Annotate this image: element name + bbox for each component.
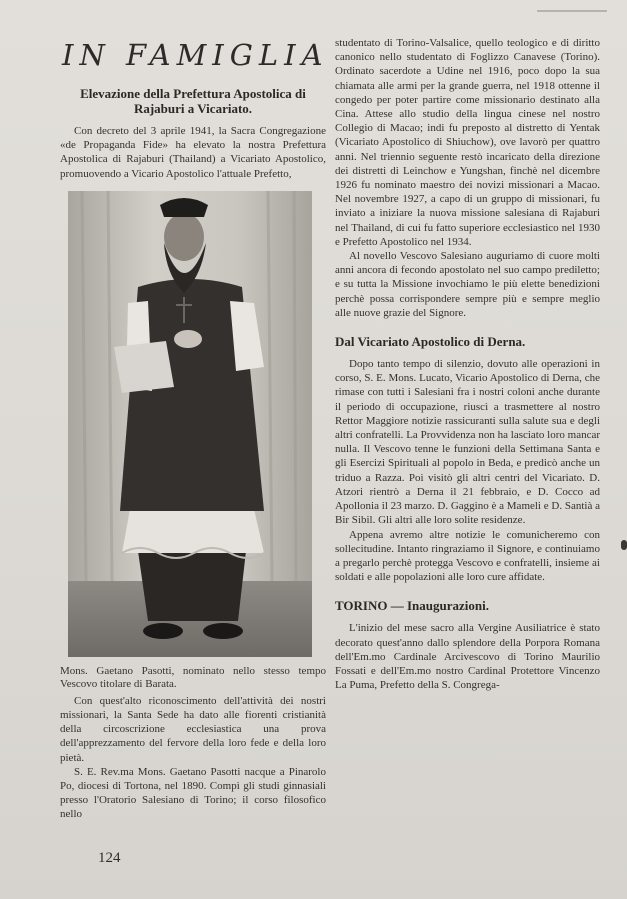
article-title: Dal Vicariato Apostolico di Derna. bbox=[335, 334, 526, 350]
left-column bbox=[60, 30, 329, 822]
scan-mark bbox=[621, 540, 627, 550]
photo-caption: Mons. Gaetano Pasotti, nominato nello stesso tempo Vescovo titolare di Barata. bbox=[60, 664, 326, 691]
article-paragraph: Con quest'alto riconoscimento dell'attività dei nostri missionari, la Santa Sede ha dato alle fiorenti cristianità della circoscrizione ecclesiastica una prova dell'apprezzamento del fervore della loro fede e della loro pietà. bbox=[60, 694, 326, 764]
article-paragraph: L'inizio del mese sacro alla Vergine Ausiliatrice è stato decorato quest'anno dallo splendore della Porpora Romana dell'Em.mo Cardinale Arcivescovo di Torino Maurilio Fossati e dell'Em.mo nostro Cardinal Protettore Vincenzo La Puma, Prefetto della S. Congrega- bbox=[335, 622, 600, 692]
bishop-photo bbox=[68, 191, 312, 657]
article-paragraph: Con decreto del 3 aprile 1941, la Sacra Congregazione «de Propaganda Fide» ha elevato la nostra Prefettura Apostolica di Rajaburi (Thailand) a Vicariato Apostolico, promuovendo a Vicario Apostolico l'attuale Prefetto, bbox=[60, 125, 326, 180]
article-paragraph: S. E. Rev.ma Mons. Gaetano Pasotti nacque a Pinarolo Po, diocesi di Tortona, nel 1890. Compì gli studi ginnasiali presso l'Oratorio Salesiano di Torino; il corso filosofico nello bbox=[60, 765, 326, 821]
article-paragraph: studentato di Torino-Valsalice, quello teologico e di diritto canonico nello studentato di Foglizzo Canavese (Torino). Ordinato sacerdote a Udine nel 1916, poco dopo la sua chiamata alle armi per la grande guerra, nel 1918 ottenne il congedo per poter partire come missionario destinato alla Cina. Attese allo studio della lingua cinese nel nostro Collegio di Macao; indi fu preposto al distretto di Yentak (Vicariato Apostolico di Shiuchow), ove lavorò per quattro anni. Nel triennio seguente restò incaricato della direzione dei distretti di Leinchow e Yungshan, finchè nel dicembre 1926 fu nominato maestro dei novizi missionari a Macao. Nel novembre 1927, a capo di un gruppo di missionari, fu inviato a iniziare la nuova missione salesiana di Rajaburi nel Thailand, di cui fu fatto superiore ecclesiastico nel 1930 e Prefetto Apostolico nel 1934. bbox=[335, 37, 600, 248]
scan-mark bbox=[537, 10, 607, 12]
article-paragraph: Al novello Vescovo Salesiano auguriamo di cuore molti anni ancora di fecondo apostolato nel suo campo prediletto; e su tutta la Missione invochiamo le più elette benedizioni perchè possa corrispondere sempre più e sempre meglio alle nuove grazie del Signore. bbox=[335, 250, 600, 319]
article-title: Elevazione della Prefettura Apostolica di Rajaburi a Vicariato. bbox=[80, 86, 306, 116]
article-paragraph: Dopo tanto tempo di silenzio, dovuto alle operazioni in corso, S. E. Mons. Lucato, Vicario Apostolico di Derna, che rimase con tutti i Salesiani fra i nostri coloni anche durante il periodo di occupazione, riuscì a trasmettere al nostro Rettor Maggiore notizie rassicuranti sulla salute sua e degli altri confratelli. La Provvidenza non ha lasciato loro mancar nulla. Il Vescovo tenne le funzioni della Settimana Santa e gli Esercizi Spirituali al popolo in Beda, e predicò anche un triduo a Razza. Poi visitò gli altri centri del Vicariato. D. Atzori rientrò a Derna il 21 febbraio, e D. Cocco ad Apollonia il 23 marzo. D. Gaggino è a Mameli e D. Santià a Bir Sibil. Gli altri alle loro solite residenze. bbox=[335, 358, 600, 527]
bishop-portrait-image bbox=[68, 191, 312, 657]
page-number: 124 bbox=[98, 850, 121, 866]
article-title: TORINO — Inaugurazioni. bbox=[335, 598, 489, 614]
article-paragraph: Appena avremo altre notizie le comunicheremo con sollecitudine. Intanto ringraziamo il Signore, e continuiamo a pregarlo perchè protegga Vescovo e confratelli, insieme ai soldati e alle popolazioni alle loro cure affidate. bbox=[335, 528, 600, 584]
right-column bbox=[335, 36, 600, 692]
section-title: IN FAMIGLIA bbox=[62, 38, 329, 72]
